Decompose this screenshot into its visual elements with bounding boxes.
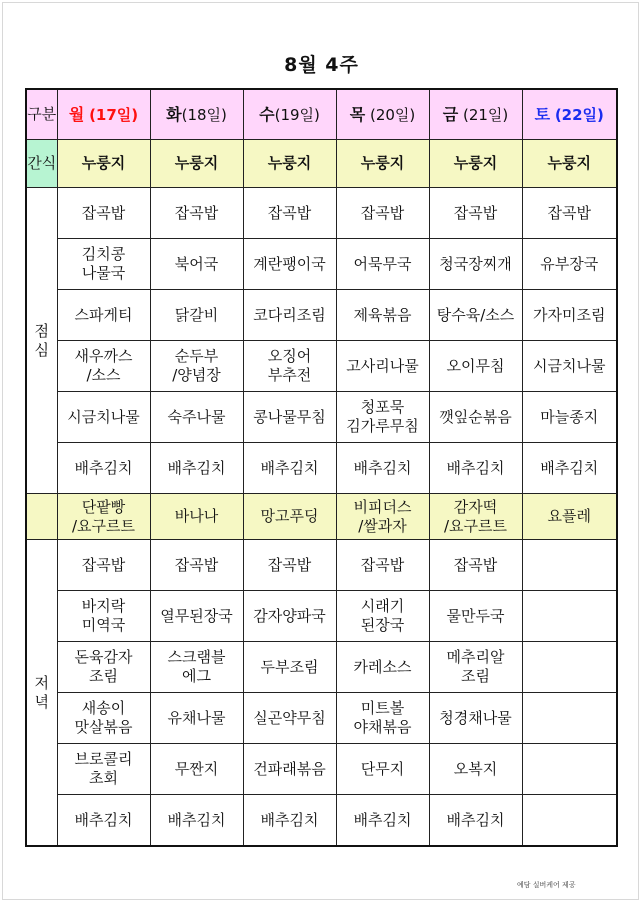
dinner-cell: [150, 744, 243, 795]
dinner-row: [26, 744, 617, 795]
lunch-cell: [57, 239, 150, 290]
pm-snack-cell: [429, 494, 522, 540]
lunch-row: [26, 188, 617, 239]
lunch-cell: [243, 392, 336, 443]
lunch-row: [26, 341, 617, 392]
dinner-cell: [243, 642, 336, 693]
lunch-cell-line: 새우까스: [74, 347, 133, 365]
dinner-cell-line: 잡곡밥: [267, 555, 312, 574]
lunch-cell: [150, 290, 243, 341]
lunch-cell: [522, 443, 617, 494]
dinner-cell-line: 미트볼: [360, 699, 405, 717]
pm-snack-cell-line: 단팥빵: [81, 497, 126, 516]
dinner-cell-line: 배추김치: [353, 810, 412, 829]
lunch-cell-line: 유부장국: [540, 254, 599, 273]
lunch-cell-line: /소스: [86, 366, 121, 384]
dinner-label-char: 저: [34, 673, 49, 692]
dinner-cell: [336, 693, 429, 744]
day-header: [336, 89, 429, 140]
lunch-cell: [150, 341, 243, 392]
dinner-cell-line: 배추김치: [446, 810, 505, 829]
dinner-cell: [429, 744, 522, 795]
dinner-cell-line: 바지락: [81, 597, 126, 615]
day-header: [243, 89, 336, 140]
pm-snack-cell: [243, 494, 336, 540]
day-date: (22일): [554, 105, 604, 124]
dinner-cell: [57, 795, 150, 847]
dinner-cell-line: 청경채나물: [439, 708, 512, 727]
day-header: [150, 89, 243, 140]
dinner-row: [26, 642, 617, 693]
pm-snack-cell-line: /쌀과자: [358, 516, 407, 535]
lunch-cell-line: 숙주나물: [167, 407, 226, 426]
dinner-cell: [243, 540, 336, 591]
pm-snack-cell: [522, 494, 617, 540]
lunch-cell: [429, 341, 522, 392]
lunch-cell-line: 김가루무침: [346, 417, 419, 435]
lunch-cell-line: 마늘종지: [540, 407, 599, 426]
lunch-row: [26, 392, 617, 443]
lunch-row: [26, 290, 617, 341]
pm-snack-cell-line: /요구르트: [443, 516, 507, 535]
lunch-cell: [522, 290, 617, 341]
lunch-cell-line: 배추김치: [540, 458, 599, 477]
dinner-cell: [522, 591, 617, 642]
pm-snack-cell-line: 망고푸딩: [260, 507, 319, 525]
lunch-cell-line: 고사리나물: [346, 356, 419, 375]
day-name: 화: [166, 104, 182, 124]
dinner-cell-line: 배추김치: [74, 810, 133, 829]
dinner-label-char: 녁: [34, 692, 49, 711]
snack-cell: 누룽지: [57, 140, 150, 188]
dinner-cell-line: 카레소스: [353, 657, 412, 676]
dinner-row: [26, 540, 617, 591]
dinner-cell: [522, 540, 617, 591]
lunch-cell: [336, 443, 429, 494]
lunch-cell-line: 잡곡밥: [174, 203, 219, 222]
dinner-cell-line: 조림: [461, 667, 490, 685]
dinner-cell-line: 단무지: [360, 759, 405, 778]
lunch-cell: [150, 443, 243, 494]
dinner-cell-line: 된장국: [360, 616, 405, 634]
lunch-cell-line: 스파게티: [74, 305, 133, 324]
lunch-cell-line: 잡곡밥: [547, 203, 591, 222]
lunch-cell-line: 잡곡밥: [453, 203, 498, 222]
pm-snack-cell: [150, 494, 243, 540]
lunch-cell-line: 시금치나물: [533, 356, 606, 375]
dinner-cell-line: 무짠지: [174, 759, 219, 778]
dinner-cell-line: 건파래볶음: [253, 759, 326, 778]
dinner-cell: [429, 642, 522, 693]
dinner-cell: [243, 744, 336, 795]
dinner-row: [26, 693, 617, 744]
lunch-cell-line: /양념장: [172, 366, 221, 384]
lunch-cell-line: 제육볶음: [353, 305, 412, 324]
lunch-cell: [429, 239, 522, 290]
pm-snack-cell: [336, 494, 429, 540]
snack-cell: 누룽지: [150, 140, 243, 188]
dinner-cell: [522, 642, 617, 693]
header-label: 구분: [26, 89, 57, 140]
lunch-cell-line: 배추김치: [353, 458, 412, 477]
lunch-cell-line: 시금치나물: [67, 407, 140, 426]
lunch-cell: [243, 290, 336, 341]
dinner-cell-line: 초회: [89, 769, 118, 787]
lunch-cell-line: 콩나물무침: [253, 407, 326, 426]
lunch-cell: [57, 443, 150, 494]
dinner-cell: [429, 540, 522, 591]
dinner-row: [26, 795, 617, 847]
lunch-cell-line: 부추전: [267, 366, 312, 384]
dinner-cell: [150, 693, 243, 744]
pm-snack-row: [26, 494, 617, 540]
day-name: 금: [442, 104, 459, 124]
lunch-cell: [336, 239, 429, 290]
dinner-cell: [57, 591, 150, 642]
lunch-cell-line: 청포묵: [360, 398, 405, 416]
dinner-cell-line: 유채나물: [167, 708, 226, 727]
lunch-cell-line: 깻잎순볶음: [439, 407, 512, 426]
dinner-cell-line: 에그: [182, 667, 211, 685]
lunch-cell-line: 코다리조림: [253, 305, 326, 324]
lunch-cell: [243, 239, 336, 290]
lunch-cell: [429, 443, 522, 494]
lunch-cell: [522, 188, 617, 239]
dinner-cell: [522, 693, 617, 744]
lunch-cell-line: 북어국: [174, 254, 219, 273]
dinner-cell-line: 야채볶음: [353, 718, 412, 736]
lunch-cell: [522, 392, 617, 443]
lunch-cell-line: 계란팽이국: [253, 254, 326, 273]
dinner-cell-line: 오복지: [453, 759, 498, 778]
lunch-row: [26, 239, 617, 290]
lunch-cell: [522, 239, 617, 290]
dinner-cell: [243, 591, 336, 642]
pm-snack-cell: [57, 494, 150, 540]
dinner-cell: [522, 744, 617, 795]
dinner-cell: [429, 591, 522, 642]
snack-cell: 누룽지: [429, 140, 522, 188]
snack-label: 간식: [26, 140, 57, 188]
dinner-cell: [429, 795, 522, 847]
lunch-cell-line: 탕수육/소스: [436, 305, 515, 324]
lunch-cell-line: 배추김치: [167, 458, 226, 477]
dinner-cell: [243, 693, 336, 744]
lunch-cell-line: 청국장찌개: [439, 254, 512, 273]
dinner-cell-line: 배추김치: [260, 810, 319, 829]
lunch-label-char: 심: [34, 340, 49, 359]
day-name: 토: [534, 104, 551, 124]
pm-snack-cell-line: 요플레: [547, 507, 591, 525]
lunch-cell-line: 배추김치: [446, 458, 505, 477]
pm-snack-label: [26, 494, 57, 540]
lunch-cell: [57, 290, 150, 341]
pm-snack-cell-line: /요구르트: [71, 516, 135, 535]
lunch-cell-line: 배추김치: [260, 458, 319, 477]
dinner-cell: [336, 591, 429, 642]
lunch-cell: [429, 392, 522, 443]
lunch-cell-line: 잡곡밥: [360, 203, 405, 222]
dinner-cell-line: 메추리알: [446, 648, 505, 666]
lunch-cell: [57, 341, 150, 392]
pm-snack-cell-line: 바나나: [174, 507, 219, 525]
dinner-cell: [150, 591, 243, 642]
dinner-cell-line: 두부조림: [260, 657, 319, 676]
dinner-label: [26, 540, 57, 847]
day-name: 목: [349, 104, 366, 124]
lunch-cell: [243, 341, 336, 392]
dinner-cell-line: 잡곡밥: [453, 555, 498, 574]
lunch-cell: [429, 290, 522, 341]
footer-credit: 예담 실버케어 제공: [517, 881, 576, 889]
lunch-cell: [150, 239, 243, 290]
lunch-cell-line: 닭갈비: [174, 305, 219, 324]
dinner-cell: [522, 795, 617, 847]
day-date: (19일): [274, 105, 320, 124]
lunch-cell: [150, 188, 243, 239]
day-date: (18일): [181, 105, 227, 124]
lunch-cell-line: 김치콩: [81, 245, 126, 263]
snack-row: [26, 140, 617, 188]
dinner-cell-line: 열무된장국: [160, 606, 233, 625]
lunch-cell: [243, 443, 336, 494]
day-date: (21일): [462, 105, 509, 124]
lunch-cell-line: 나물국: [81, 264, 126, 282]
lunch-cell-line: 배추김치: [74, 458, 133, 477]
dinner-cell: [150, 795, 243, 847]
dinner-cell-line: 맛살볶음: [74, 718, 133, 736]
day-date: (20일): [369, 105, 416, 124]
lunch-cell: [150, 392, 243, 443]
dinner-cell: [57, 642, 150, 693]
lunch-row: [26, 443, 617, 494]
dinner-cell-line: 스크램블: [167, 648, 226, 666]
dinner-cell: [336, 795, 429, 847]
lunch-cell-line: 순두부: [174, 347, 219, 365]
dinner-cell-line: 브로콜리: [74, 750, 133, 768]
header-row: [26, 89, 617, 140]
dinner-cell: [57, 693, 150, 744]
lunch-cell: [336, 392, 429, 443]
weekly-menu-table: [25, 88, 618, 847]
lunch-cell: [336, 341, 429, 392]
lunch-cell-line: 오징어: [267, 347, 312, 365]
pm-snack-cell-line: 감자떡: [453, 497, 498, 516]
lunch-cell-line: 어묵무국: [353, 254, 412, 273]
lunch-cell: [429, 188, 522, 239]
snack-cell: 누룽지: [243, 140, 336, 188]
dinner-cell: [243, 795, 336, 847]
day-name: 월: [68, 104, 85, 124]
dinner-cell-line: 잡곡밥: [360, 555, 405, 574]
dinner-cell-line: 배추김치: [167, 810, 226, 829]
day-header: [57, 89, 150, 140]
lunch-cell: [57, 188, 150, 239]
dinner-cell-line: 감자양파국: [253, 606, 326, 625]
day-header: [522, 89, 617, 140]
lunch-label-char: 점: [34, 321, 49, 340]
dinner-cell-line: 조림: [89, 667, 118, 685]
dinner-cell: [57, 744, 150, 795]
dinner-cell: [150, 540, 243, 591]
dinner-cell: [57, 540, 150, 591]
dinner-cell-line: 실곤약무침: [253, 708, 326, 727]
lunch-cell: [522, 341, 617, 392]
lunch-label: [26, 188, 57, 494]
lunch-cell: [57, 392, 150, 443]
dinner-row: [26, 591, 617, 642]
dinner-cell: [336, 540, 429, 591]
dinner-cell-line: 시래기: [360, 597, 405, 615]
dinner-cell-line: 물만두국: [446, 606, 505, 625]
day-date: (17일): [89, 105, 139, 124]
dinner-cell: [336, 642, 429, 693]
lunch-cell-line: 오이무침: [446, 356, 505, 375]
dinner-cell-line: 돈육감자: [74, 648, 133, 666]
pm-snack-cell-line: 비피더스: [353, 497, 412, 516]
dinner-cell-line: 미역국: [81, 616, 126, 634]
lunch-cell-line: 잡곡밥: [81, 203, 126, 222]
dinner-cell: [150, 642, 243, 693]
dinner-cell: [336, 744, 429, 795]
lunch-cell: [336, 188, 429, 239]
snack-cell: 누룽지: [336, 140, 429, 188]
dinner-cell-line: 잡곡밥: [174, 555, 219, 574]
lunch-cell: [336, 290, 429, 341]
dinner-cell: [429, 693, 522, 744]
lunch-cell-line: 잡곡밥: [267, 203, 312, 222]
page-title: 8월 4주: [284, 54, 359, 76]
lunch-cell-line: 가자미조림: [533, 305, 606, 324]
dinner-cell-line: 새송이: [81, 699, 126, 717]
snack-cell: 누룽지: [522, 140, 617, 188]
day-name: 수: [259, 104, 275, 124]
day-header: [429, 89, 522, 140]
dinner-cell-line: 잡곡밥: [81, 555, 126, 574]
lunch-cell: [243, 188, 336, 239]
